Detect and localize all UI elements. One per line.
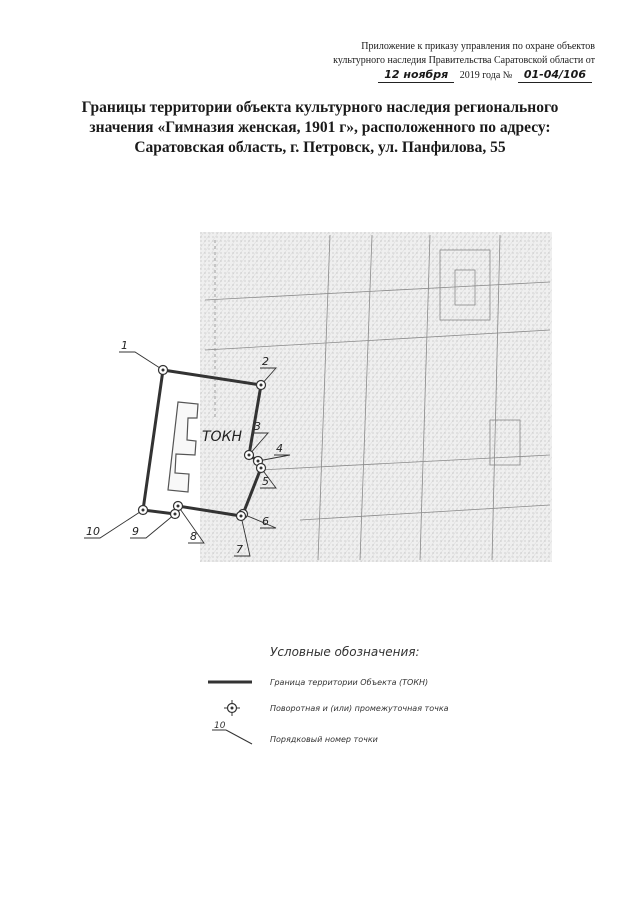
legend-item-boundary: Граница территории Объекта (ТОКН) (270, 678, 429, 687)
point-number-label: 2 (262, 355, 269, 368)
title-line-1: Границы территории объекта культурного наследия регионального (81, 99, 559, 116)
appendix-line-2: культурного наследия Правительства Саратовской области от (333, 55, 595, 66)
title-line-2: значения «Гимназия женская, 1901 г», расположенного по адресу: (89, 119, 551, 136)
legend-heading: Условные обозначения: (270, 645, 420, 659)
turning-point-1 (119, 339, 168, 375)
legend-item-turning-point: Поворотная и (или) промежуточная точка (270, 704, 449, 713)
point-marker-center (240, 515, 243, 518)
building-outline (168, 402, 198, 492)
point-marker-center (260, 467, 263, 470)
point-marker-center (257, 460, 260, 463)
point-marker-center (162, 369, 165, 372)
point-number-label: 4 (276, 442, 283, 455)
point-marker-center (177, 505, 180, 508)
point-marker-center (260, 384, 263, 387)
cadastral-background (200, 232, 552, 562)
point-marker-center (174, 513, 177, 516)
legend (208, 645, 449, 744)
point-number-label: 5 (262, 475, 269, 488)
legend-item-point-number: Порядковый номер точки (270, 735, 378, 744)
legend-point-number-symbol (212, 730, 252, 744)
point-marker-center (142, 509, 145, 512)
appendix-line-1: Приложение к приказу управления по охране объектов (361, 41, 595, 52)
point-leader-line (119, 352, 163, 370)
point-number-label: 3 (254, 420, 261, 433)
point-number-label: 6 (262, 515, 269, 528)
point-number-label: 1 (121, 339, 128, 352)
point-number-label: 8 (190, 530, 197, 543)
legend-turning-point-symbol (224, 700, 240, 716)
point-number-label: 10 (86, 525, 100, 538)
handwritten-date: 12 ноября (378, 68, 454, 83)
point-number-label: 7 (236, 543, 243, 556)
title-line-3: Саратовская область, г. Петровск, ул. Панфилова, 55 (134, 139, 506, 156)
year-text: 2019 года № (459, 70, 513, 81)
legend-point-number-label: 10 (214, 721, 226, 731)
object-label: ТОКН (202, 429, 243, 445)
point-number-label: 9 (132, 525, 139, 538)
point-marker-center (248, 454, 251, 457)
handwritten-number: 01-04/106 (518, 68, 592, 83)
